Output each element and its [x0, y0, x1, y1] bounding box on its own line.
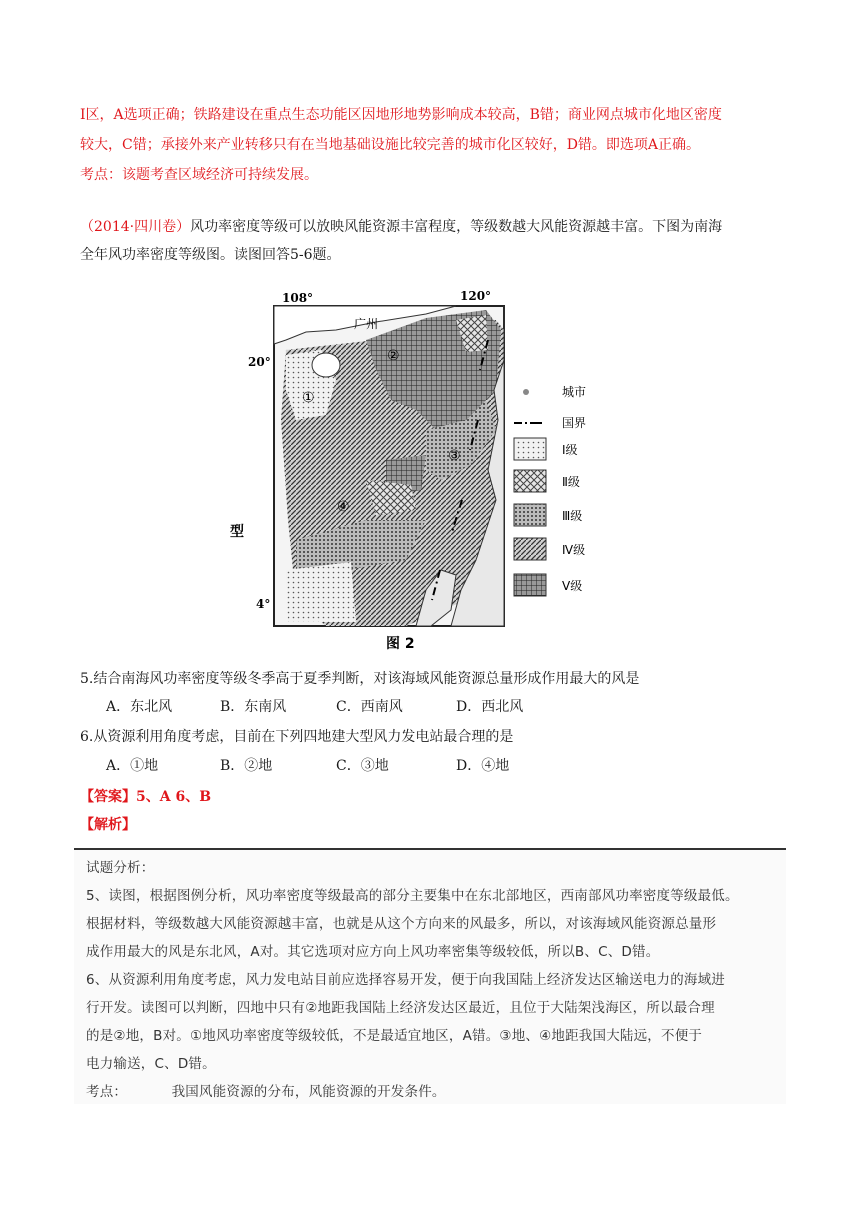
analysis-line-7: 电力输送，C、D错。 [86, 1056, 216, 1072]
q6-option-d: D．④地 [456, 758, 510, 774]
q6-option-a: A．①地 [106, 758, 159, 774]
site-4-marker: ④ [337, 499, 350, 515]
lat-20-label: 20° [248, 355, 271, 369]
analysis-label: 【解析】 [80, 817, 136, 833]
legend-level5-label: Ⅴ级 [562, 579, 583, 593]
legend-level5-swatch [514, 574, 546, 596]
prev-answer-line-1: Ⅰ区，A选项正确；铁路建设在重点生态功能区因地形地势影响成本较高，B错；商业网点城市化地区密度 [80, 107, 722, 123]
prev-answer-kaodian: 考点：该题考查区域经济可持续发展。 [80, 167, 318, 183]
legend-city-swatch [523, 389, 529, 395]
site-3-marker: ③ [448, 448, 461, 464]
question-intro-text-2: 全年风功率密度等级图。读图回答5-6题。 [80, 247, 341, 263]
question-source: （2014·四川卷） [80, 219, 191, 235]
question-intro [80, 216, 722, 236]
margin-mark: 型 [230, 524, 244, 540]
answer-line [80, 786, 211, 806]
analysis-line-6: 的是②地，B对。①地风功率密度等级较低，不是最适宜地区，A错。③地、④地距我国大陆远，不便于 [86, 1028, 703, 1044]
legend-border-label: 国界 [562, 416, 587, 430]
legend-level2-swatch [514, 470, 546, 492]
q6-stem: 6.从资源利用角度考虑，目前在下列四地建大型风力发电站最合理的是 [80, 729, 514, 745]
q5-option-b: B．东南风 [220, 699, 287, 715]
legend-level3-swatch [514, 504, 546, 526]
q5-option-d: D．西北风 [456, 699, 524, 715]
legend-level4-label: Ⅳ级 [562, 543, 586, 557]
q6-option-b: B．②地 [220, 758, 273, 774]
city-guangzhou-label: 广州 [354, 317, 379, 331]
q5-option-c: C．西南风 [336, 699, 403, 715]
prev-answer-line-2: 较大，C错；承接外来产业转移只有在当地基础设施比较完善的城市化区较好，D错。即选项A正确。 [80, 137, 701, 153]
q5-stem: 5.结合南海风功率密度等级冬季高于夏季判断，对该海域风能资源总量形成作用最大的风是 [80, 671, 640, 687]
analysis-title: 试题分析： [86, 860, 155, 876]
analysis-scan-box [74, 848, 786, 1104]
legend-level1-label: Ⅰ级 [562, 443, 578, 457]
legend-level1-swatch [514, 438, 546, 460]
answer-text: 5、A 6、B [136, 789, 212, 805]
analysis-kaodian-text: 我国风能资源的分布，风能资源的开发条件。 [171, 1084, 446, 1100]
figure-caption: 图 2 [386, 636, 415, 652]
site-1-marker: ① [302, 390, 315, 406]
legend-level4-swatch [514, 538, 546, 560]
site-2-marker: ② [387, 348, 400, 364]
legend-city-label: 城市 [562, 385, 587, 399]
q6-option-c: C．③地 [336, 758, 389, 774]
question-intro-text-1: 风功率密度等级可以放映风能资源丰富程度，等级数越大风能资源越丰富。下图为南海 [190, 219, 723, 235]
analysis-line-3: 成作用最大的风是东北风，A对。其它选项对应方向上风功率密集等级较低，所以B、C、D错。 [86, 944, 660, 960]
analysis-kaodian-label: 考点： [86, 1084, 128, 1100]
analysis-top-rule [74, 848, 786, 850]
wind-power-density-map [226, 270, 622, 652]
legend-level2-label: Ⅱ级 [562, 475, 580, 489]
analysis-line-4: 6、从资源利用角度考虑，风力发电站目前应选择容易开发，便于向我国陆上经济发达区输送电力的海域进 [86, 972, 725, 988]
analysis-line-5: 行开发。读图可以判断，四地中只有②地距我国陆上经济发达区最近，且位于大陆架浅海区，所以最合理 [86, 1000, 715, 1016]
analysis-line-2: 根据材料，等级数越大风能资源越丰富，也就是从这个方向来的风最多，所以，对该海域风能资源总量形 [86, 916, 717, 932]
q5-option-a: A．东北风 [106, 699, 173, 715]
analysis-line-1: 5、读图，根据图例分析，风功率密度等级最高的部分主要集中在东北部地区，西南部风功率密度等级最低。 [86, 888, 739, 904]
map-legend [514, 385, 586, 596]
lon-108-label: 108° [282, 291, 314, 305]
lon-120-label: 120° [460, 289, 492, 303]
answer-label: 【答案】 [80, 789, 136, 805]
lat-4-label: 4° [256, 597, 271, 611]
analysis-kaodian [86, 1080, 446, 1100]
legend-level3-label: Ⅲ级 [562, 509, 583, 523]
